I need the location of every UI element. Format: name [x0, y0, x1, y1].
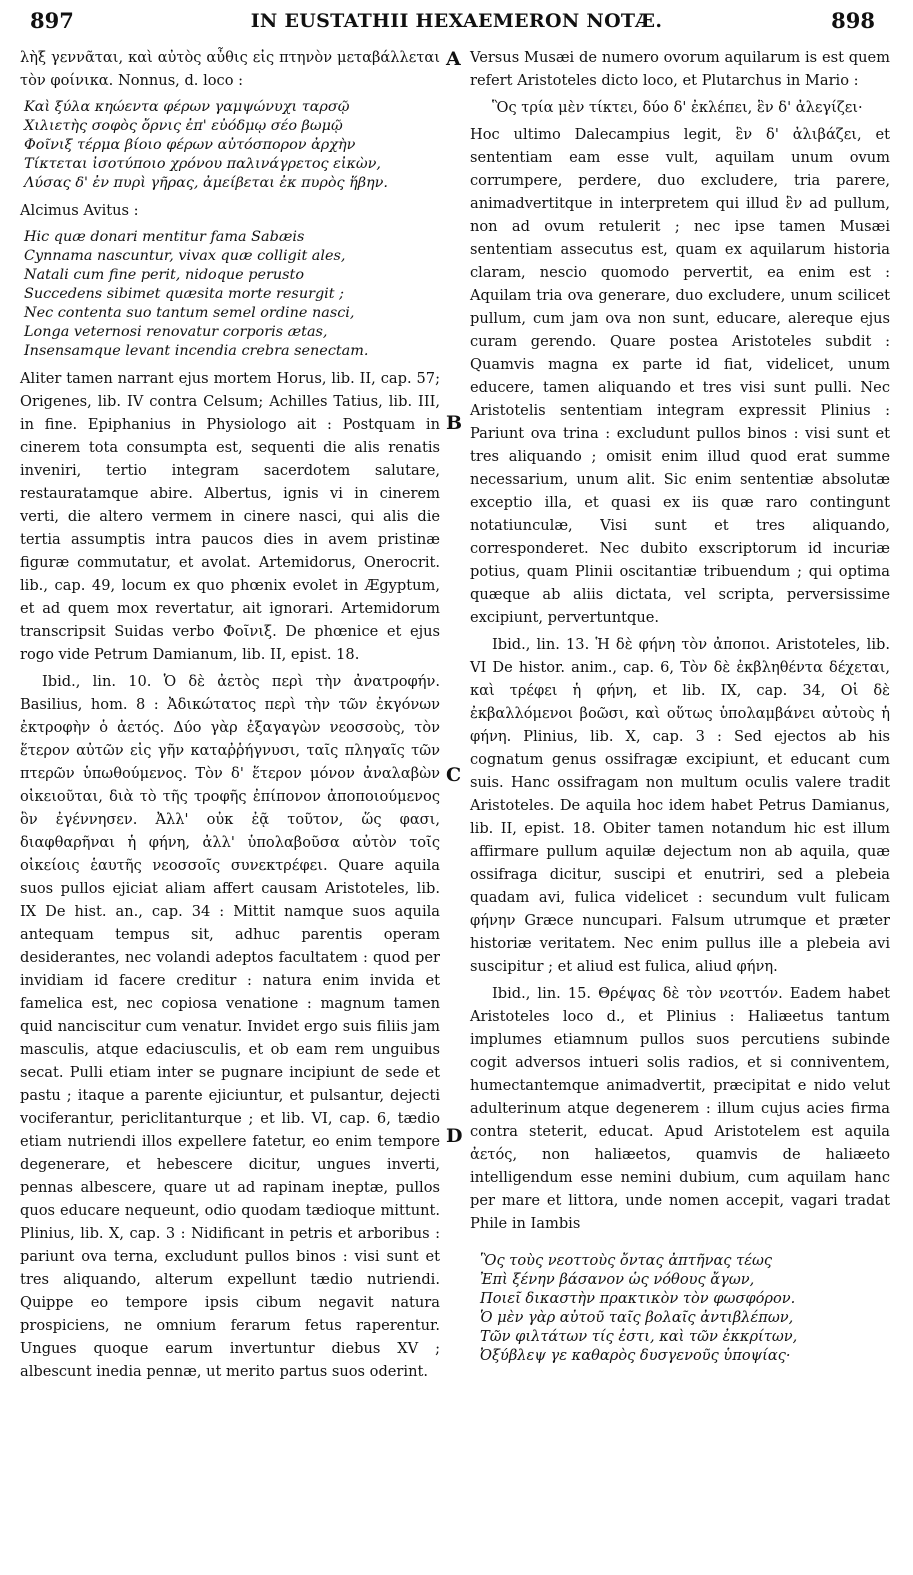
page-header: [0, 0, 913, 44]
verse-line: Χιλιετὴς σοφὸς ὄρνις ἐπ' εὐόδμῳ σέο βωμῷ: [24, 118, 343, 134]
verse-line: Natali cum fine perit, nidoque perusto: [24, 267, 304, 283]
verse-line: Cynnama nascuntur, vivax quæ colligit ales,: [24, 248, 346, 264]
left-page-number: 897: [30, 8, 74, 33]
greek-quote: Ὃς τρία μὲν τίκτει, δύο δ' ἐκλέπει, ἓν δ' ἀλεγίζει·: [492, 99, 863, 116]
verse-line: Φοῖνιξ τέρμα βίοιο φέρων αὐτόσπορον ἀρχὴν: [24, 137, 356, 153]
verse-line: Τῶν φιλτάτων τίς ἐστι, καὶ τῶν ἐκκρίτων,: [480, 1328, 798, 1345]
margin-marker-d: D: [446, 1125, 463, 1147]
paragraph: λὴξ γεννᾶται, καὶ αὐτὸς αὖθις εἰς πτηνὸν μεταβάλλεται τὸν φοίνικα. Nonnus, d. loco :: [20, 49, 440, 89]
margin-marker-b: B: [446, 412, 463, 434]
verse-line: Τίκτεται ἰσοτύποιο χρόνου παλινάγρετος εἰκὼν,: [24, 156, 381, 172]
verse-line: Insensamque levant incendia crebra senectam.: [24, 343, 369, 359]
margin-marker-c: C: [446, 764, 462, 786]
greek-verse-phile: [480, 1251, 890, 1365]
left-column: [20, 46, 440, 1387]
verse-line: Ἐπὶ ξένην βάσανον ὡς νόθους ἄγων,: [480, 1271, 755, 1288]
verse-line: Nec contenta suo tantum semel ordine nasci,: [24, 305, 355, 321]
right-page-number: 898: [831, 8, 875, 33]
greek-verse-nonnus: [24, 98, 440, 193]
running-head: IN EUSTATHII HEXAEMERON NOTÆ.: [250, 10, 663, 32]
verse-line: Ὀξύβλεψ γε καθαρὸς δυσγενοῦς ὑποψίας·: [480, 1347, 791, 1364]
paragraph: Hoc ultimo Dalecampius legit, ἓν δ' ἀλιβάζει, et sententiam eam esse vult, aquilam unum ovum corrumpere, perdere, duo excludere, tria parere, animadvertitque in interpretem qui illud ἓν ad pullum, non ad ovum retulerit ; nec ipse tamen Musæi sententiam assecutus est, quam ex aquilarum historia claram, nescio quomodo pervertit, ea enim est : Aquilam tria ova generare, duo excludere, unum scilicet pullum, cum jam ova non sunt, educare, alereque ejus curam gerendo. Quare postea Aristoteles subdit : Quamvis magna ex parte id fiat, videlicet, unum educere, tamen aliquando et tres visi sunt pulli. Nec Aristotelis sententiam integram expressit Plinius : Pariunt ova trina : excludunt pullos binos : visi sunt et tres aliquando ; omisit enim illud quod erat summe necessarium, unum alit. Sic enim sententiæ absolutæ exceptio illa, et quasi ex iis quæ raro contingunt notatiunculæ, Visi sunt et tres aliquando, corresponderet. Nec dubito exscriptorum id incuriæ potius, quam Plinii oscitantiæ tribuendum ; qui optima quæque ab aliis dictata, vel scripta, perversissime excipiunt, pervertuntque.: [470, 126, 890, 626]
paragraph: Versus Musæi de numero ovorum aquilarum is est quem refert Aristoteles dicto loco, et Plutarchus in Mario :: [470, 49, 890, 89]
paragraph: Ibid., lin. 15. Θρέψας δὲ τὸν νεοττόν. Eadem habet Aristoteles loco d., et Plinius : Haliæetus tantum implumes etiamnum pullos suos percutiens subinde cogit adversos intueri solis radios, et si conniventem, humectantemque animadvertit, præcipitat e nido velut adulterinum atque degenerem : illum cujus acies firma contra steterit, educat. Apud Aristotelem est aquila ἀετός, non haliæetos, quamvis de haliæeto intelligendum esse nemini dubium, cum aquilam hanc per mare et littora, unde nomen accepit, vagari tradat Phile in Iambis: [470, 985, 890, 1232]
verse-line: Λύσας δ' ἐν πυρὶ γῆρας, ἀμείβεται ἐκ πυρὸς ἥβην.: [24, 175, 389, 191]
verse-line: Hic quæ donari mentitur fama Sabæis: [24, 229, 305, 245]
label-avitus: Alcimus Avitus :: [20, 202, 139, 219]
verse-line: Ποιεῖ δικαστὴν πρακτικὸν τὸν φωσφόρον.: [480, 1290, 796, 1307]
paragraph: Ibid., lin. 13. Ἡ δὲ φήνη τὸν ἀποποι. Aristoteles, lib. VI De histor. anim., cap. 6, Τὸν δὲ ἐκβληθέντα δέχεται, καὶ τρέφει ἡ φήνη, et lib. IX, cap. 34, Οἱ δὲ ἐκβαλλόμενοι βοῶσι, καὶ οὕτως ὑπολαμβάνει αὐτοὺς ἡ φήνη. Plinius, lib. X, cap. 3 : Sed ejectos ab his cognatum genus ossifragæ excipiunt, et educant cum suis. Hanc ossifragam non multum oculis valere tradit Aristoteles. De aquila hoc idem habet Petrus Damianus, lib. II, epist. 18. Obiter tamen notandum hic est illum affirmare pullum aquilæ dejectum non ab aquila, quæ ossifraga dicitur, suscipi et enutriri, sed a plebeia quadam avi, fulica videlicet : secundum vult fulicam φήνην Græce nuncupari. Falsum utrumque et præter historiæ veritatem. Nec enim pullus ille a plebeia avi suscipitur ; et aliud est fulica, aliud φήνη.: [470, 636, 890, 975]
verse-line: Longa veternosi renovatur corporis ætas,: [24, 324, 328, 340]
paragraph: Ibid., lin. 10. Ὁ δὲ ἀετὸς περὶ τὴν ἀνατροφήν. Basilius, hom. 8 : Ἀδικώτατος περὶ τὴν τῶν ἐκγόνων ἐκτροφὴν ὁ ἀετός. Δύο γὰρ ἐξαγαγὼν νεοσσοὺς, τὸν ἕτερον αὐτῶν εἰς γῆν καταῤῥήγνυσι, ταῖς πληγαῖς τῶν πτερῶν ὑπωθούμενος. Τὸν δ' ἕτερον μόνον ἀναλαβὼν οἰκειοῦται, διὰ τὸ τῆς τροφῆς ἐπίπονον ἀποποιούμενος ὃν ἐγέννησεν. Ἀλλ' οὐκ ἐᾷ τοῦτον, ὥς φασι, διαφθαρῆναι ἡ φήνη, ἀλλ' ὑπολαβοῦσα αὐτὸν τοῖς οἰκείοις ἑαυτῆς νεοσσοῖς συνεκτρέφει. Quare aquila suos pullos ejiciat aliam affert causam Aristoteles, lib. IX De hist. an., cap. 34 : Mittit namque suos aquila antequam tempus sit, adhuc parentis operam desiderantes, nec volandi adeptos facultatem : quod per invidiam id facere creditur : natura enim invida et famelica est, nec copiosa venatione : magnum tamen quid nanciscitur cum venatur. Invidet ergo suis filiis jam masculis, atque edaciusculis, et ob eam rem unguibus secat. Pulli etiam inter se pugnare incipiunt de sede et pastu ; itaque a parente ejiciuntur, et pulsantur, dejecti vociferantur, periclitanturque ; et lib. VI, cap. 6, tædio etiam nutriendi illos expellere fatetur, eo enim tempore degenerare, et hebescere dicitur, ungues inverti, pennas albescere, quare ut ad rapinam ineptæ, pullos quos educare nequeunt, odio quodam tædioque mittunt. Plinius, lib. X, cap. 3 : Nidificant in petris et arboribus : pariunt ova terna, excludunt pullos binos : visi sunt et tres aliquando, alterum expellunt tædio nutriendi. Quippe eo tempore ipsis cibum negavit natura prospiciens, ne omnium ferarum fetus raperentur. Ungues quoque earum invertuntur diebus XV ; albescunt inedia pennæ, ut merito partus suos oderint.: [20, 673, 440, 1380]
verse-line: Ὁ μὲν γὰρ αὐτοῦ ταῖς βολαῖς ἀντιβλέπων,: [480, 1309, 794, 1326]
verse-line: Succedens sibimet quæsita morte resurgit ;: [24, 286, 344, 302]
margin-marker-a: A: [446, 48, 461, 70]
right-column: [470, 46, 890, 1365]
verse-line: Ὃς τοὺς νεοττοὺς ὄντας ἀπτῆνας τέως: [480, 1252, 773, 1269]
latin-verse-avitus: [24, 228, 440, 361]
paragraph: Aliter tamen narrant ejus mortem Horus, lib. II, cap. 57; Origenes, lib. IV contra Celsum; Achilles Tatius, lib. III, in fine. Epiphanius in Physiologo ait : Postquam in cinerem tota consumpta est, sequenti die alis renatis inveniri, tertio integram sacerdotem salutare, restauratamque abire. Albertus, ignis vi in cinerem verti, die altero vermem in cinere nasci, qui alis die tertia assumptis intra paucos dies in avem pristinæ figuræ commutatur, et avolat. Artemidorus, Onerocrit. lib., cap. 49, locum ex quo phœnix evolet in Ægyptum, et ad quem mox revertatur, ait ignorari. Artemidorum transcripsit Suidas verbo Φοῖνιξ. De phœnice et ejus rogo vide Petrum Damianum, lib. II, epist. 18.: [20, 370, 440, 663]
verse-line: Καὶ ξύλα κηώεντα φέρων γαμψώνυχι ταρσῷ: [24, 99, 350, 115]
